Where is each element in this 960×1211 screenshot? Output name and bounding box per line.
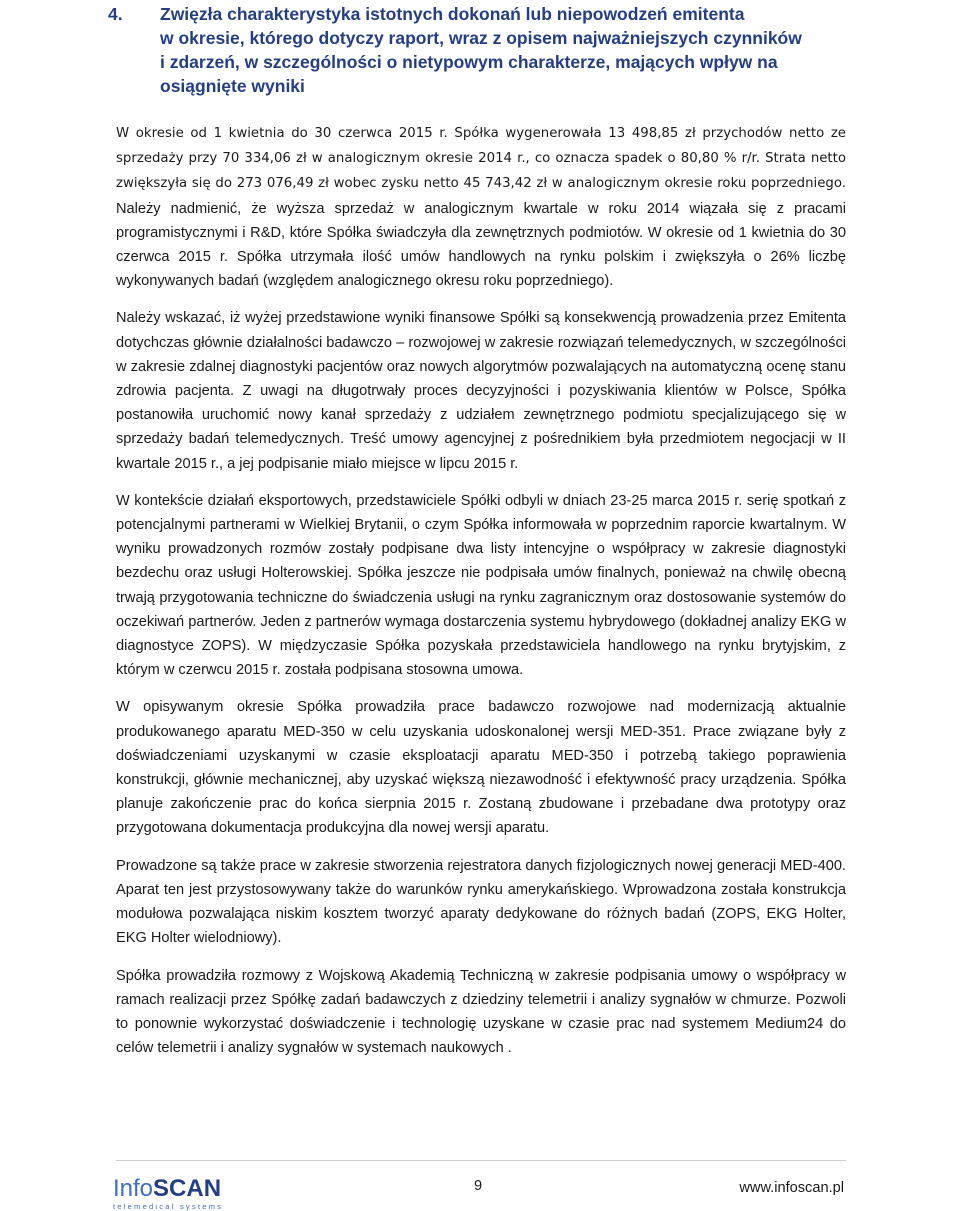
results-text-continued: Należy nadmienić, że wyższa sprzedaż w analogicznym kwartale w roku 2014 wiązała się z pracami programistycznymi i R&D, które Spółka świadczyła dla zewnętrznych podmiotów. W okresie od 1 kwietnia do 30 czerwca 2015 r. Spółka utrzymała ilość umów handlowych na rynku polskim i zwiększyła o 26% liczbę wykonywanych badań (względem analogicznego okresu roku poprzedniego).: [116, 200, 846, 290]
body-text: [116, 121, 846, 1073]
paragraph-strategy: Należy wskazać, iż wyżej przedstawione wyniki finansowe Spółki są konsekwencją prowadzenia przez Emitenta dotychczas głównie działalności badawczo – rozwojowej w zakresie rozwiązań telemedycznych, w szczególności w zakresie zdalnej diagnostyki pacjentów oraz nowych algorytmów pozwalających na automatyczną ocenę stanu zdrowia pacjenta. Z uwagi na długotrwały proces decyzyjności i pozyskiwania klientów w Polsce, Spółka postanowiła uruchomić nowy kanał sprzedaży z udziałem zewnętrznego podmiotu specjalizującego się w sprzedaży badań telemedycznych. Treść umowy agencyjnej z pośrednikiem była przedmiotem negocjacji w II kwartale 2015 r., a jej podpisanie miało miejsce w lipcu 2015 r.: [116, 310, 846, 472]
heading-line: Zwięzła charakterystyka istotnych dokonań lub niepowodzeń emitenta: [160, 4, 745, 24]
section-number: 4.: [108, 4, 123, 24]
infoscan-logo: [113, 1177, 233, 1211]
section-heading: [108, 2, 916, 98]
paragraph-wat: Spółka prowadziła rozmowy z Wojskową Akademią Techniczną w zakresie podpisania umowy o współpracy w ramach realizacji przez Spółkę zadań badawczych z dziedziny telemetrii i analizy sygnałów w chmurze. Pozwoli to ponownie wykorzystać doświadczenie i technologię uzyskane w czasie prac nad systemem Medium24 do celów telemetrii i analizy sygnałów w systemach naukowych .: [116, 967, 846, 1057]
paragraph-med-350: W opisywanym okresie Spółka prowadziła prace badawczo rozwojowe nad modernizacją aktualnie produkowanego aparatu MED-350 w celu uzyskania udoskonalonej wersji MED-351. Prace związane były z doświadczeniami uzyskanymi w czasie eksploatacji aparatu MED-350 i potrzebą takiego poprawienia konstrukcji, głównie mechanicznej, aby uzyskać większą niezawodność i efektywność pracy urządzenia. Spółka planuje zakończenie prac do końca sierpnia 2015 r. Zostaną zbudowane i przebadane dwa prototypy oraz przygotowana dokumentacja produkcyjna dla nowej wersji aparatu.: [116, 699, 846, 837]
logo-info-text: Info: [113, 1175, 154, 1202]
paragraph-results: [116, 121, 846, 293]
heading-line: w okresie, którego dotyczy raport, wraz z opisem najważniejszych czynników: [160, 28, 802, 48]
paragraph-med-400: Prowadzone są także prace w zakresie stworzenia rejestratora danych fizjologicznych nowej generacji MED-400. Aparat ten jest przystosowywany także do warunków rynku amerykańskiego. Wprowadzona została konstrukcja modułowa pozwalająca niskim kosztem tworzyć aparaty dedykowane do różnych badań (ZOPS, EKG Holter, EKG Holter wielodniowy).: [116, 857, 846, 947]
results-text: W okresie od 1 kwietnia do 30 czerwca 2015 r. Spółka wygenerowała 13 498,85 zł przychodów netto ze sprzedaży przy 70 334,06 zł w analogicznym okresie 2014 r., co oznacza spadek o 80,80 % r/r. Strata netto zwiększyła się do 273 076,49 zł wobec zysku netto 45 743,42 zł w analogicznym okresie roku poprzedniego.: [116, 126, 846, 192]
page-number: 9: [474, 1178, 483, 1194]
heading-line: i zdarzeń, w szczególności o nietypowym charakterze, mających wpływ na: [160, 52, 778, 72]
website-link[interactable]: www.infoscan.pl: [739, 1180, 844, 1196]
logo-scan-text: SCAN: [153, 1175, 222, 1202]
footer-divider: [116, 1160, 846, 1161]
paragraph-export: W kontekście działań eksportowych, przedstawiciele Spółki odbyli w dniach 23-25 marca 2015 r. serię spotkań z potencjalnymi partnerami w Wielkiej Brytanii, o czym Spółka informowała w poprzednim raporcie kwartalnym. W wyniku prowadzonych rozmów zostały podpisane dwa listy intencyjne o współpracy w zakresie diagnostyki bezdechu oraz usługi Holterowskiej. Spółka jeszcze nie podpisała umów finalnych, ponieważ na chwilę obecną trwają przygotowania techniczne do świadczenia usługi na rynku zagranicznym oraz dostosowanie systemów do oczekiwań partnerów. Jeden z partnerów wymaga dostarczenia systemu hybrydowego (dokładnej analizy EKG w diagnostyce ZOPS). W międzyczasie Spółka pozyskała przedstawiciela handlowego na rynku brytyjskim, z którym w czerwcu 2015 r. została podpisana stosowna umowa.: [116, 492, 846, 679]
logo-subtitle: telemedical systems: [113, 1202, 224, 1211]
heading-line: osiągnięte wyniki: [160, 76, 305, 96]
